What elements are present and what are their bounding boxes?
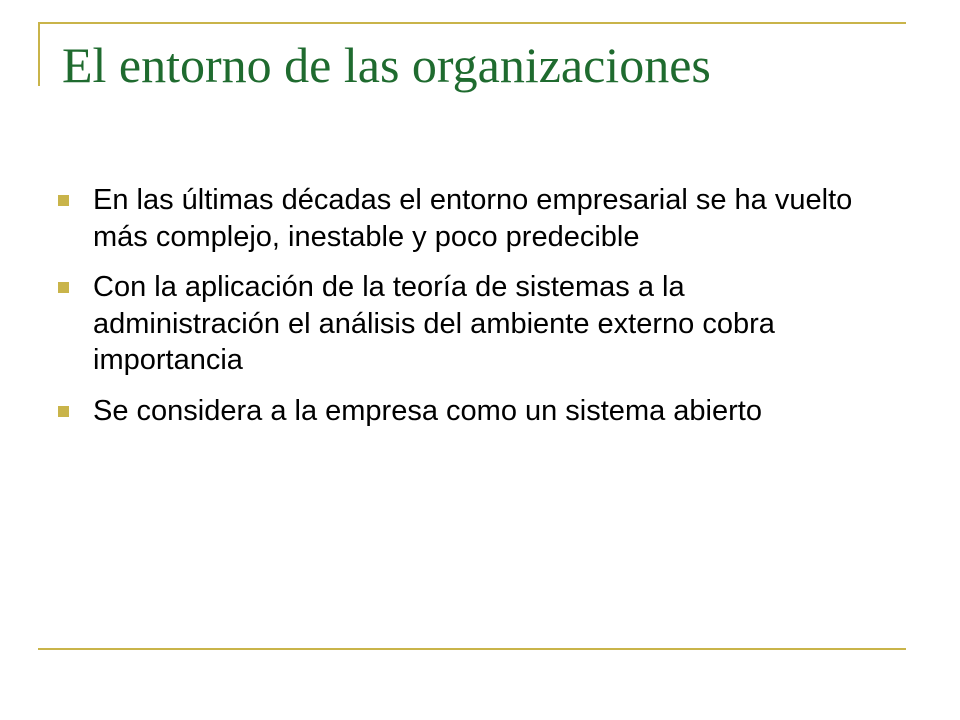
square-bullet-icon [58,406,69,417]
slide-title: El entorno de las organizaciones [62,37,711,93]
bullet-text: Se considera a la empresa como un sistema abierto [93,394,762,427]
bullet-item [58,393,878,430]
bullet-text: Con la aplicación de la teoría de sistemas a la administración el análisis del ambiente externo cobra importancia [93,271,775,377]
bullet-text: En las últimas décadas el entorno empresarial se ha vuelto más complejo, inestable y poco predecible [93,184,853,253]
bullet-item [58,269,878,379]
bullet-item [58,182,878,255]
top-rule [38,22,906,24]
left-rule [38,22,40,86]
bottom-rule [38,648,906,650]
square-bullet-icon [58,282,69,293]
square-bullet-icon [58,195,69,206]
bullet-list [58,182,878,443]
